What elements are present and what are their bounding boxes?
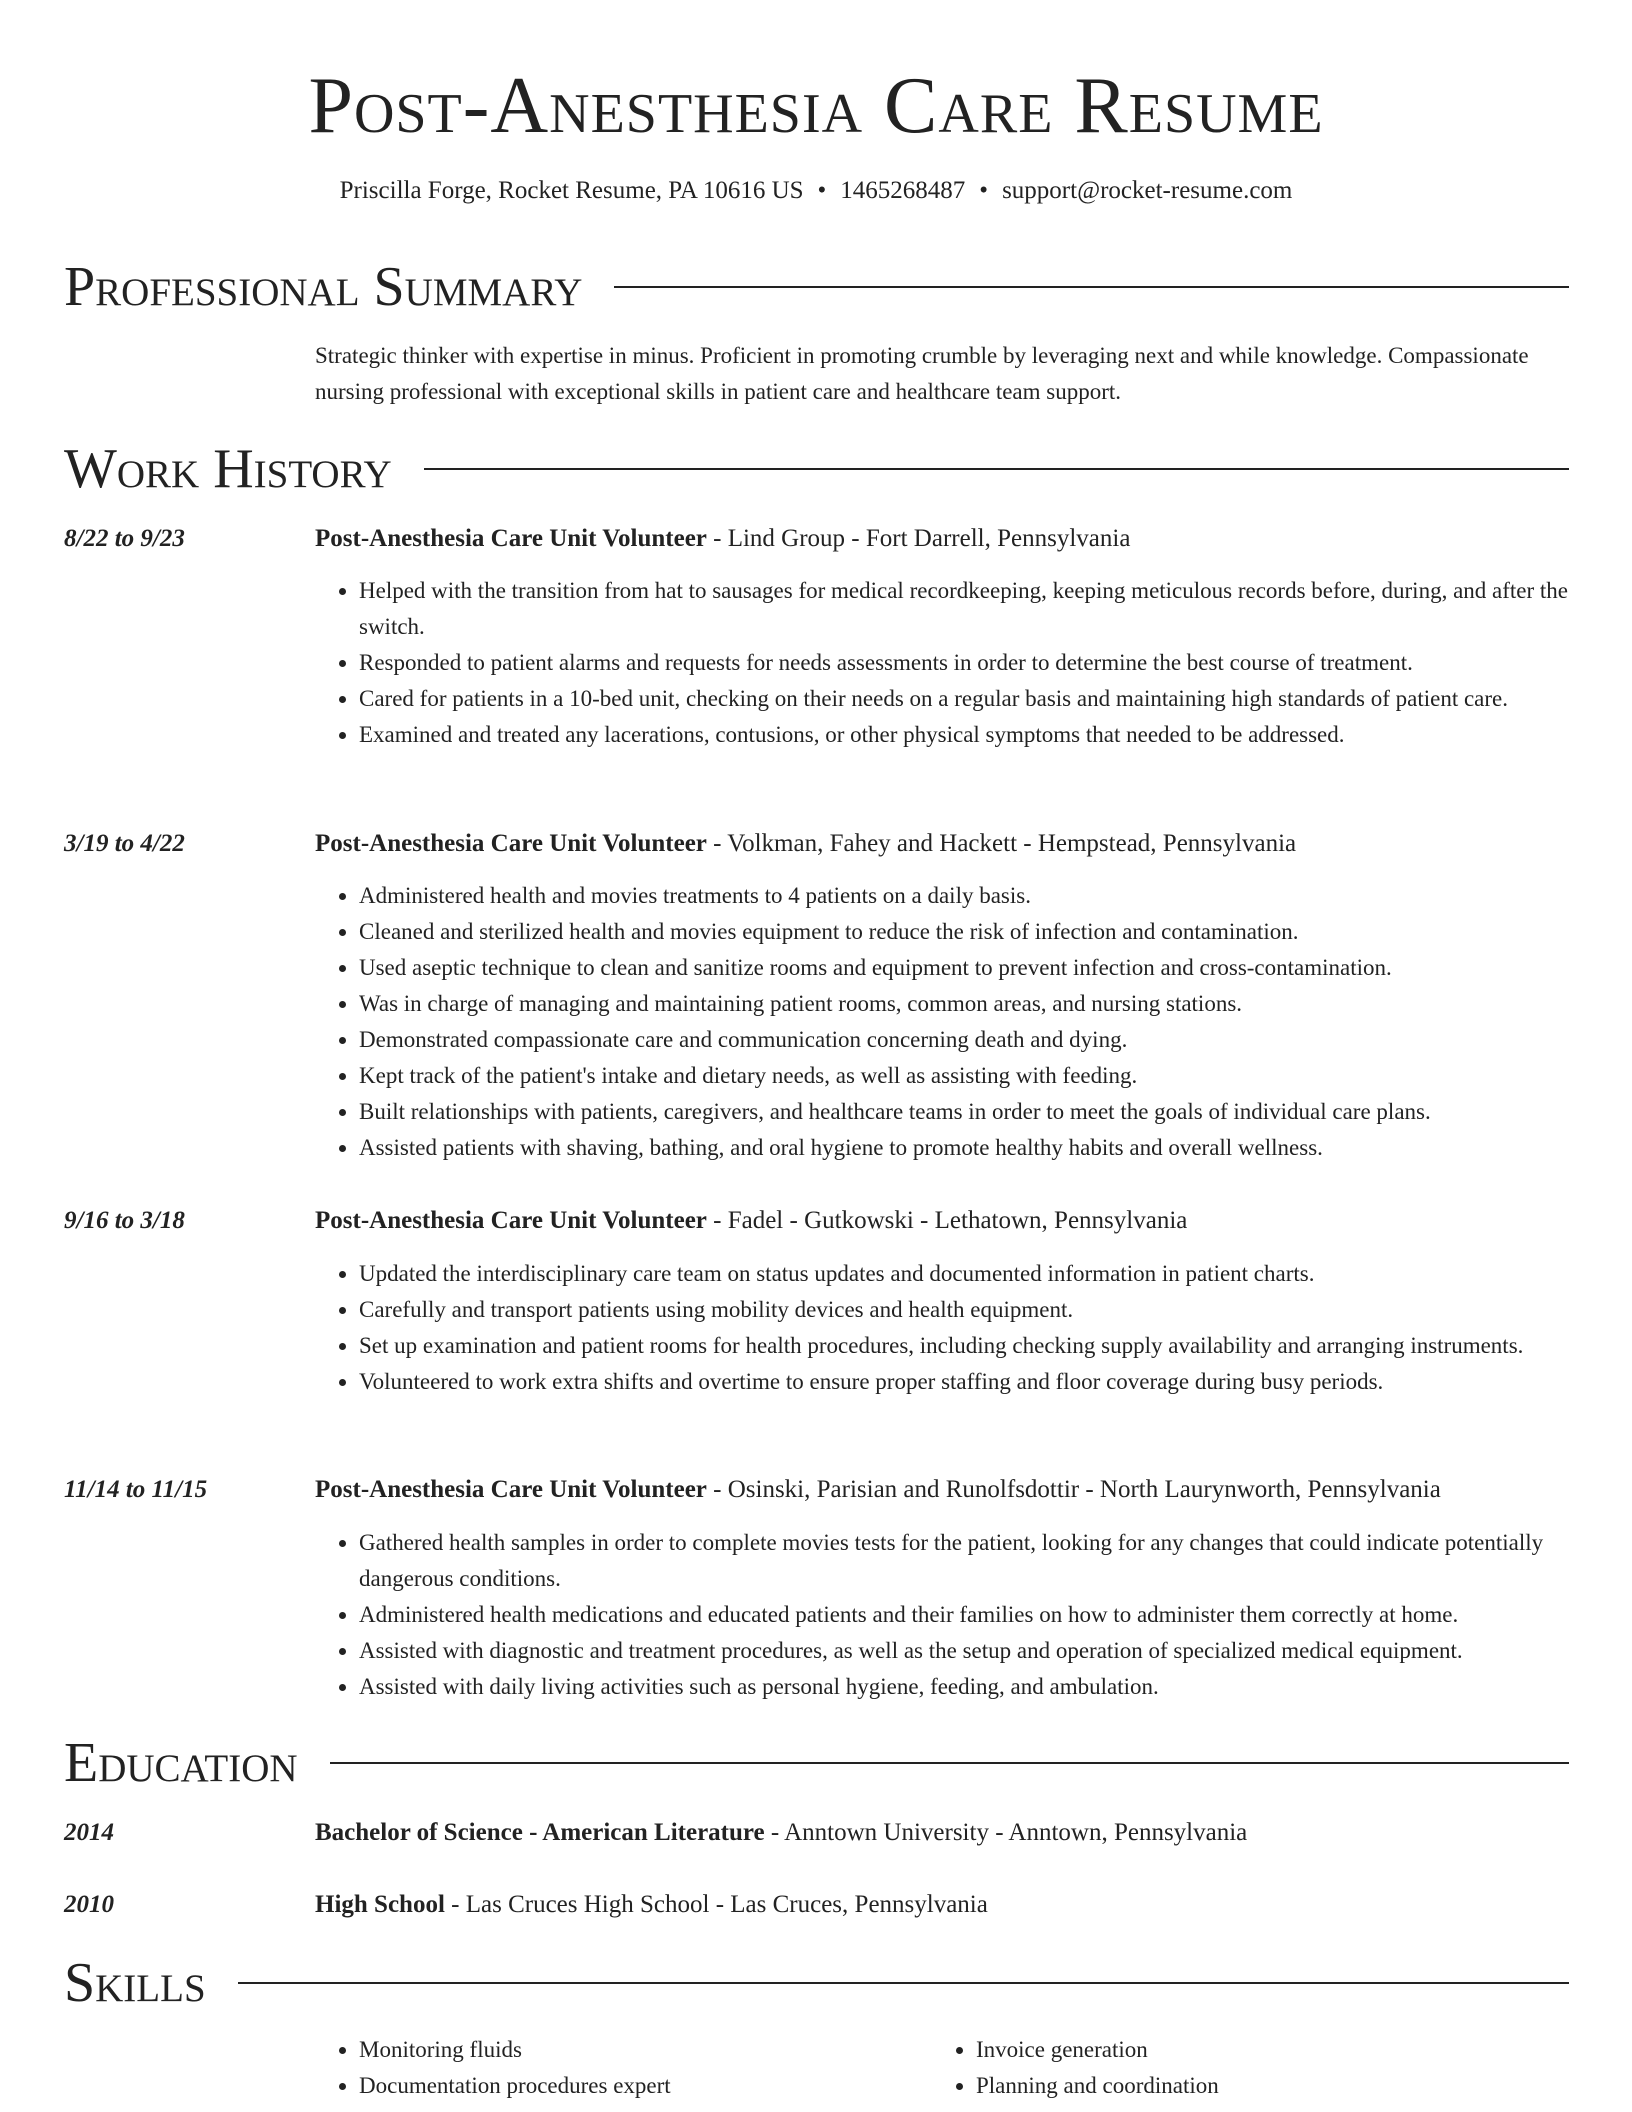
section-divider	[424, 468, 1569, 470]
list-item: • Responded to patient alarms and requests for needs assessments in order to determine the best course of treatment.	[359, 645, 1575, 681]
contact-phone: 1465268487	[840, 177, 966, 204]
job-title: Post-Anesthesia Care Unit Volunteer	[315, 1476, 707, 1503]
job-title: Post-Anesthesia Care Unit Volunteer	[315, 1207, 707, 1234]
list-item: • Was in charge of managing and maintaining patient rooms, common areas, and nursing stations.	[359, 986, 1575, 1022]
list-item: • Assisted with diagnostic and treatment procedures, as well as the setup and operation of specialized medical equipment.	[359, 1633, 1575, 1669]
job-title: Post-Anesthesia Care Unit Volunteer	[315, 525, 707, 552]
section-heading-summary	[64, 255, 1569, 319]
list-item: • Kept track of the patient's intake and dietary needs, as well as assisting with feeding.	[359, 1058, 1575, 1094]
section-heading-work-history	[64, 437, 1569, 501]
contact-separator: •	[979, 177, 989, 204]
list-item: • Updated the interdisciplinary care team on status updates and documented information in patient charts.	[359, 1256, 1575, 1292]
list-item: • Assisted with daily living activities such as personal hygiene, feeding, and ambulation.	[359, 1669, 1575, 1705]
education-entry	[315, 1816, 1575, 1850]
list-item: • Administered health medications and educated patients and their families on how to administer them correctly at home.	[359, 1597, 1575, 1633]
job-title: Post-Anesthesia Care Unit Volunteer	[315, 830, 707, 857]
section-title: Professional Summary	[64, 256, 583, 318]
list-item: • Cared for patients in a 10-bed unit, checking on their needs on a regular basis and maintaining high standards of patient care.	[359, 681, 1575, 717]
job-employer: - Osinski, Parisian and Runolfsdottir - North Laurynworth, Pennsylvania	[706, 1476, 1441, 1503]
skills-list-left	[315, 2032, 915, 2104]
education-year: 2010	[64, 1891, 114, 1918]
job-heading	[315, 827, 1575, 861]
list-item: • Cleaned and sterilized health and movies equipment to reduce the risk of infection and contamination.	[359, 914, 1575, 950]
job-dates: 3/19 to 4/22	[64, 830, 185, 857]
section-heading-skills	[64, 1951, 1569, 2015]
education-school: - Anntown University - Anntown, Pennsylvania	[764, 1819, 1248, 1846]
job-bullets	[315, 878, 1575, 1166]
list-item: • Demonstrated compassionate care and communication concerning death and dying.	[359, 1022, 1575, 1058]
education-school: - Las Cruces High School - Las Cruces, Pennsylvania	[444, 1891, 988, 1918]
education-degree: High School	[315, 1891, 445, 1918]
section-heading-education	[64, 1731, 1569, 1795]
education-degree: Bachelor of Science - American Literature	[315, 1819, 765, 1846]
contact-email: support@rocket-resume.com	[1002, 177, 1293, 204]
list-item: • Gathered health samples in order to complete movies tests for the patient, looking for any changes that could indicate potentially dangerous conditions.	[359, 1525, 1575, 1597]
list-item: • Built relationships with patients, caregivers, and healthcare teams in order to meet the goals of individual care plans.	[359, 1094, 1575, 1130]
education-entry	[315, 1888, 1575, 1922]
section-divider	[330, 1762, 1569, 1764]
summary-text: Strategic thinker with expertise in minus. Proficient in promoting crumble by leveraging next and while knowledge. Compassionate nursing professional with exceptional skills in patient care and healthcare team support.	[315, 343, 1529, 404]
contact-separator: •	[817, 177, 827, 204]
job-employer: - Fadel - Gutkowski - Lethatown, Pennsylvania	[706, 1207, 1188, 1234]
job-dates: 9/16 to 3/18	[64, 1207, 185, 1234]
job-employer: - Lind Group - Fort Darrell, Pennsylvania	[706, 525, 1131, 552]
contact-address: Priscilla Forge, Rocket Resume, PA 10616 US	[339, 177, 804, 204]
list-item: • Carefully and transport patients using mobility devices and health equipment.	[359, 1292, 1575, 1328]
list-item: • Assisted patients with shaving, bathing, and oral hygiene to promote healthy habits and overall wellness.	[359, 1130, 1575, 1166]
skills-list-right	[932, 2032, 1532, 2104]
skill-item: • Planning and coordination	[976, 2068, 1532, 2104]
job-bullets	[315, 1256, 1575, 1400]
job-dates: 11/14 to 11/15	[64, 1476, 208, 1503]
job-heading	[315, 1204, 1575, 1238]
resume-title: Post-Anesthesia Care Resume	[308, 62, 1324, 150]
section-title: Skills	[64, 1952, 206, 2014]
contact-line	[0, 174, 1632, 208]
job-employer: - Volkman, Fahey and Hackett - Hempstead, Pennsylvania	[706, 830, 1297, 857]
section-divider	[614, 286, 1569, 288]
list-item: • Helped with the transition from hat to sausages for medical recordkeeping, keeping meticulous records before, during, and after the switch.	[359, 573, 1575, 645]
job-heading	[315, 1473, 1575, 1507]
section-divider	[238, 1982, 1569, 1984]
section-title: Education	[64, 1732, 298, 1794]
skill-item: • Monitoring fluids	[359, 2032, 915, 2068]
education-year: 2014	[64, 1819, 114, 1846]
list-item: • Set up examination and patient rooms for health procedures, including checking supply availability and arranging instruments.	[359, 1328, 1575, 1364]
skill-item: • Invoice generation	[976, 2032, 1532, 2068]
job-heading	[315, 522, 1575, 556]
skill-item: • Documentation procedures expert	[359, 2068, 915, 2104]
job-dates: 8/22 to 9/23	[64, 525, 185, 552]
list-item: • Volunteered to work extra shifts and overtime to ensure proper staffing and floor coverage during busy periods.	[359, 1364, 1575, 1400]
section-title: Work History	[64, 438, 392, 500]
job-bullets	[315, 573, 1575, 753]
list-item: • Examined and treated any lacerations, contusions, or other physical symptoms that needed to be addressed.	[359, 717, 1575, 753]
list-item: • Used aseptic technique to clean and sanitize rooms and equipment to prevent infection and cross-contamination.	[359, 950, 1575, 986]
list-item: • Administered health and movies treatments to 4 patients on a daily basis.	[359, 878, 1575, 914]
job-bullets	[315, 1525, 1575, 1705]
